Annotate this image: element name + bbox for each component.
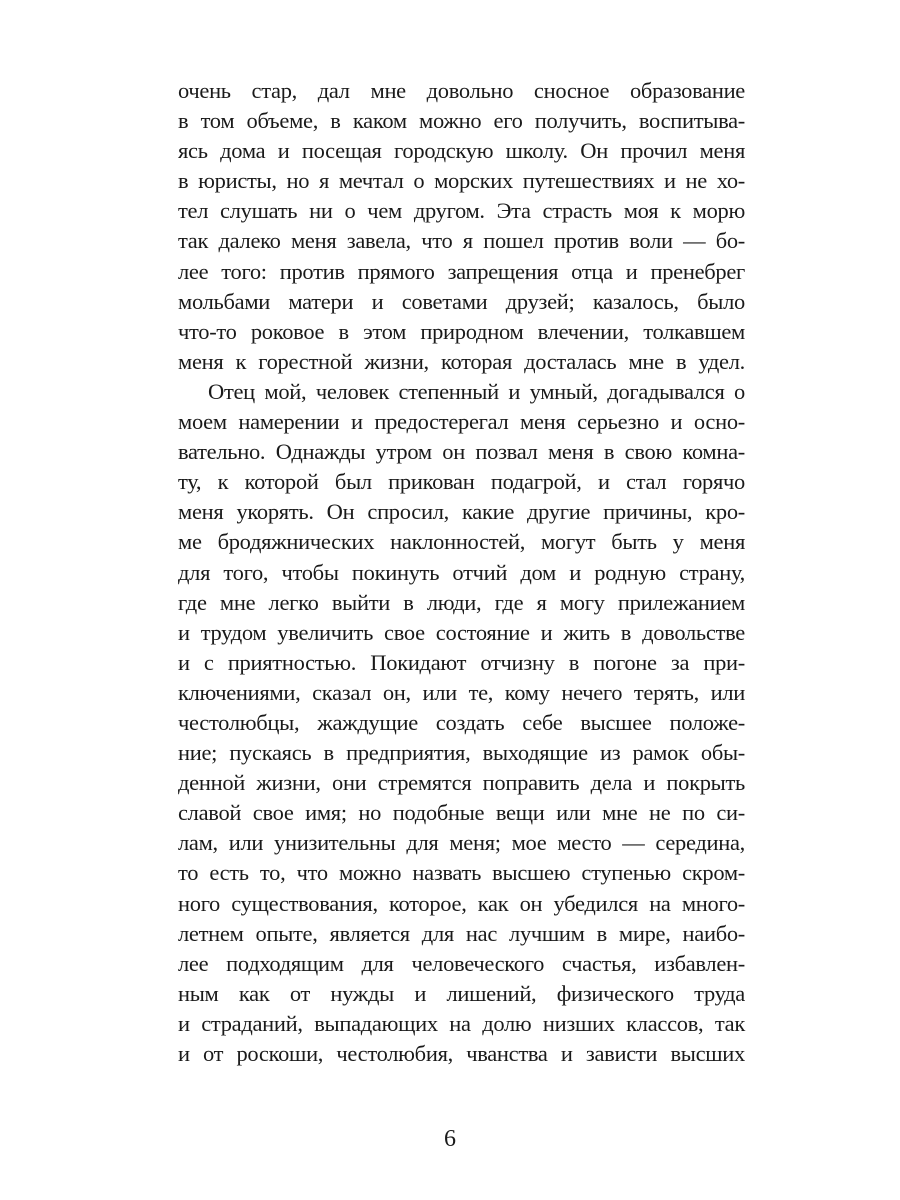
text-line: и от роскоши, честолюбия, чванства и зависти высших [178, 1041, 745, 1066]
text-line: ние; пускаясь в предприятия, выходящие из рамок обы- [178, 740, 745, 766]
text-line: ясь дома и посещая городскую школу. Он прочил меня [178, 138, 745, 164]
text-line: меня к горестной жизни, которая досталась мне в удел. [178, 348, 745, 374]
text-line: и трудом увеличить свое состояние и жить в довольстве [178, 619, 745, 645]
text-line: летнем опыте, является для нас лучшим в мире, наибо- [178, 920, 745, 946]
text-line: для того, чтобы покинуть отчий дом и родную страну, [178, 559, 745, 585]
text-line: так далеко меня завела, что я пошел против воли — бо- [178, 228, 745, 254]
text-line: лее подходящим для человеческого счастья, избавлен- [178, 950, 745, 976]
text-line: лее того: против прямого запрещения отца и пренебрег [178, 258, 745, 284]
text-line: ключениями, сказал он, или те, кому нечего терять, или [178, 679, 745, 705]
paragraph [178, 76, 745, 377]
text-line: денной жизни, они стремятся поправить дела и покрыть [178, 770, 745, 796]
text-line: то есть то, что можно назвать высшею ступенью скром- [178, 860, 745, 886]
text-line: очень стар, дал мне довольно сносное образование [178, 78, 745, 103]
text-line: ме бродяжнических наклонностей, могут быть у меня [178, 529, 745, 555]
text-line: честолюбцы, жаждущие создать себе высшее положе- [178, 709, 745, 735]
text-line: моем намерении и предостерегал меня серьезно и осно- [178, 409, 745, 435]
text-line: вательно. Однажды утром он позвал меня в свою комна- [178, 439, 745, 465]
text-line: славой свое имя; но подобные вещи или мне не по си- [178, 800, 745, 826]
text-line: и страданий, выпадающих на долю низших классов, так [178, 1010, 745, 1036]
text-line: ту, к которой был прикован подагрой, и стал горячо [178, 469, 745, 495]
text-line: ного существования, которое, как он убедился на много- [178, 890, 745, 916]
text-line: тел слушать ни о чем другом. Эта страсть моя к морю [178, 198, 745, 224]
text-line: в том объеме, в каком можно его получить, воспитыва- [178, 108, 745, 134]
page-body-text [178, 76, 745, 1069]
text-line: мольбами матери и советами друзей; казалось, было [178, 288, 745, 314]
text-line: Отец мой, человек степенный и умный, догадывался о [208, 378, 745, 404]
text-line: ным как от нужды и лишений, физического труда [178, 980, 745, 1006]
text-line: где мне легко выйти в люди, где я могу прилежанием [178, 589, 745, 615]
paragraph [178, 377, 745, 1069]
text-line: в юристы, но я мечтал о морских путешествиях и не хо- [178, 168, 745, 194]
text-line: что-то роковое в этом природном влечении, толкавшем [178, 318, 745, 344]
text-line: лам, или унизительны для меня; мое место — середина, [178, 830, 745, 856]
page-number: 6 [444, 1126, 456, 1152]
text-line: и с приятностью. Покидают отчизну в погоне за при- [178, 649, 745, 675]
text-line: меня укорять. Он спросил, какие другие причины, кро- [178, 499, 745, 525]
